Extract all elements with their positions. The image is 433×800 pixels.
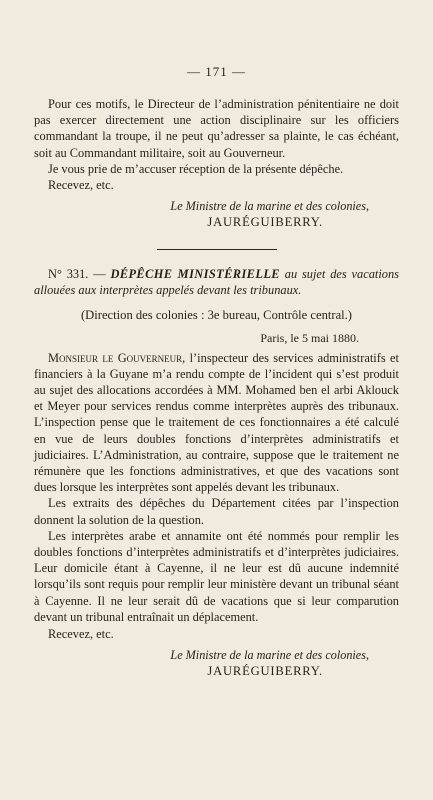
closing-formula-1: Recevez, etc.	[48, 178, 114, 193]
despatch-direction: (Direction des colonies : 3e bureau, Contrôle central.)	[80, 307, 353, 322]
closing-formula-2: Recevez, etc.	[48, 627, 114, 642]
despatch-subject: au sujet des vacations allouées aux interprètes appelés devant les tribunaux.	[34, 267, 400, 298]
body-paragraph-1	[34, 350, 399, 496]
body-paragraph-2: Les extraits des dépêches du Département citées par l’inspection donnent la solution de la question.	[34, 496, 399, 527]
despatch-heading	[34, 266, 399, 298]
despatch-dash: —	[88, 267, 111, 282]
signature-name-2: JAURÉGUIBERRY.	[207, 664, 323, 679]
receipt-request: Je vous prie de m’accuser réception de la présente dépêche.	[48, 161, 344, 176]
section-divider	[157, 249, 277, 250]
despatch-title: DÉPÊCHE MINISTÉRIELLE	[110, 267, 280, 282]
body-paragraph-1-text: l’inspecteur des services administratifs et financiers à la Guyane m’a rendu compte de l’incident qui s’est produit au sujet des allocations accordées à MM. Mohamed ben el arbi Aklouck et Meyer pour services rendus comme interprètes auprès des tribunaux. L’inspection pense que le traitement de ces fonctionnaires a été calculé en vue de leurs doubles fonctions d’interprètes administratifs et judiciaires. L’Administration, au contraire, suppose que le traitement ne rémunère que les fonctions administratives, et que des vacations sont dues lorsque les interprètes sont appelés devant les tribunaux.	[34, 350, 399, 495]
despatch-number: N° 331.	[48, 267, 89, 282]
signature-name-1: JAURÉGUIBERRY.	[207, 215, 323, 230]
despatch-date: Paris, le 5 mai 1880.	[260, 330, 359, 345]
closing-paragraph: Pour ces motifs, le Directeur de l’administration pénitentiaire ne doit pas exercer directement une action disciplinaire sur les officiers commandant la troupe, il ne peut qu’adresser sa plainte, le cas échéant, soit au Commandant militaire, soit au Gouverneur.	[34, 97, 399, 160]
salutation: Monsieur le Gouverneur,	[48, 350, 186, 365]
signature-title-2: Le Ministre de la marine et des colonies,	[170, 648, 369, 663]
page-number: — 171 —	[187, 64, 246, 79]
signature-title-1: Le Ministre de la marine et des colonies,	[170, 199, 369, 214]
body-paragraph-3: Les interprètes arabe et annamite ont été nommés pour remplir les doubles fonctions d’interprètes administratifs et d’interprètes judiciaires. Leur domicile étant à Cayenne, il ne leur est dû aucune indemnité lorsqu’ils sont requis pour remplir leur ministère devant un tribunal séant à Cayenne. Il ne leur serait dû de vacations que si leur comparution devant un tribunal entraînait un déplacement.	[34, 528, 399, 624]
